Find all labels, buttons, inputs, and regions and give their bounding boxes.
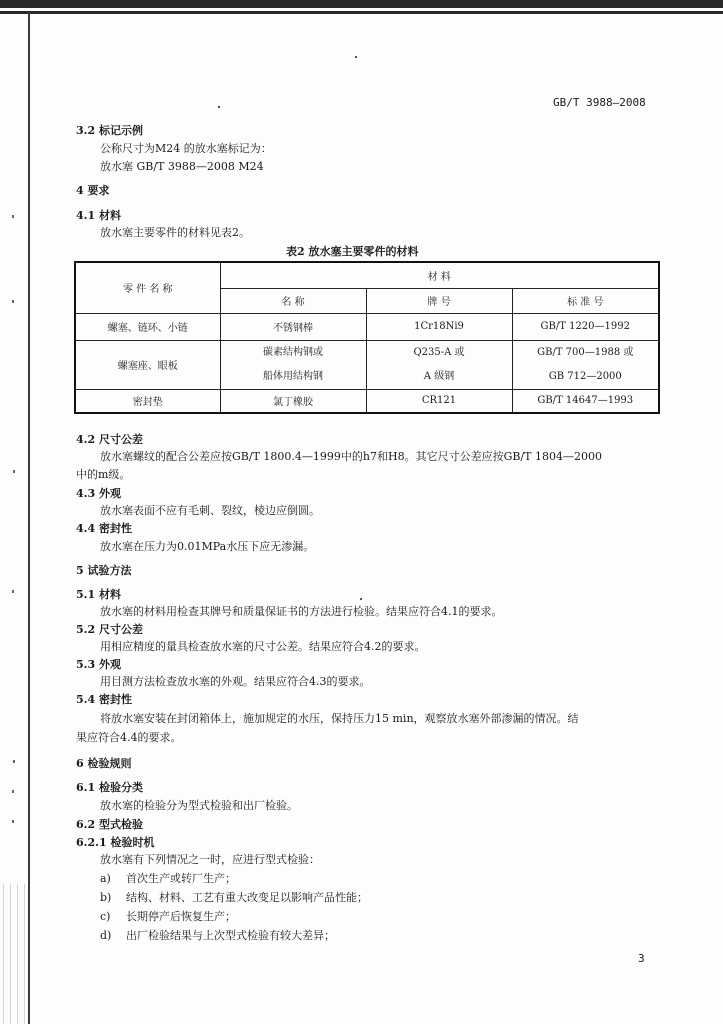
- cell-grade: CR121: [366, 389, 512, 413]
- section-5-1-body: 放水塞的材料用检查其牌号和质量保证书的方法进行检验。结果应符合4.1的要求。: [100, 605, 503, 618]
- scan-edge-noise: [0, 884, 28, 1024]
- binding-mark: [12, 820, 14, 823]
- cell-part: 密封垫: [75, 389, 220, 413]
- speck: [355, 56, 357, 58]
- cell-name: [220, 340, 366, 389]
- binding-mark: [12, 300, 14, 303]
- section-6-title: 6 检验规则: [76, 757, 132, 770]
- list-item-label: d): [100, 929, 112, 942]
- cell-part: 螺塞座、眼板: [75, 340, 220, 389]
- scan-binding-top: [0, 0, 723, 14]
- binding-mark: [12, 790, 14, 793]
- section-5-3-title: 5.3 外观: [76, 658, 121, 671]
- header-part-name: 零 件 名 称: [75, 262, 220, 313]
- list-item-label: a): [100, 872, 111, 885]
- table-caption: 表2 放水塞主要零件的材料: [286, 245, 419, 258]
- section-5-3-body: 用目测方法检查放水塞的外观。结果应符合4.3的要求。: [100, 675, 371, 688]
- cell-name: 不锈钢棒: [220, 313, 366, 340]
- table-row: [75, 313, 659, 340]
- cell-part: 螺塞、链环、小链: [75, 313, 220, 340]
- section-4-title: 4 要求: [76, 184, 110, 197]
- section-4-2-body2: 中的m级。: [76, 468, 131, 481]
- cell-standard: GB/T 14647—1993: [512, 389, 659, 413]
- list-item-text: 结构、材料、工艺有重大改变足以影响产品性能；: [126, 891, 368, 904]
- page-number: 3: [638, 952, 645, 965]
- binding-mark: [13, 760, 15, 763]
- list-item-label: b): [100, 891, 112, 904]
- cell-standard-line: GB 712—2000: [548, 370, 622, 382]
- materials-table: [74, 261, 660, 414]
- list-item-text: 出厂检验结果与上次型式检验有较大差异；: [126, 929, 335, 942]
- section-5-2-body: 用相应精度的量具检查放水塞的尺寸公差。结果应符合4.2的要求。: [100, 640, 426, 653]
- section-4-3-title: 4.3 外观: [76, 487, 121, 500]
- section-6-2-title: 6.2 型式检验: [76, 818, 143, 831]
- section-5-2-title: 5.2 尺寸公差: [76, 623, 143, 636]
- speck: [218, 106, 220, 108]
- section-4-2-body1: 放水塞螺纹的配合公差应按GB/T 1800.4—1999中的h7和H8。其它尺寸公差应按GB/T 1804—2000: [100, 450, 602, 463]
- section-4-2-title: 4.2 尺寸公差: [76, 433, 143, 446]
- scan-binding-left: [28, 12, 30, 1024]
- speck: [360, 598, 362, 600]
- section-4-1-body: 放水塞主要零件的材料见表2。: [100, 226, 250, 239]
- section-6-1-title: 6.1 检验分类: [76, 781, 143, 794]
- section-4-4-title: 4.4 密封性: [76, 522, 132, 535]
- section-5-4-title: 5.4 密封性: [76, 693, 132, 706]
- section-4-3-body: 放水塞表面不应有毛刺、裂纹，棱边应倒圆。: [100, 504, 320, 517]
- subheader-standard: 标 准 号: [512, 288, 659, 313]
- cell-name-line: 船体用结构钢: [263, 370, 323, 382]
- section-5-4-body2: 果应符合4.4的要求。: [76, 731, 182, 744]
- cell-grade: 1Cr18Ni9: [366, 313, 512, 340]
- table-row: [75, 340, 659, 389]
- list-item-text: 长期停产后恢复生产；: [126, 910, 236, 923]
- cell-grade-line: Q235-A 或: [413, 346, 465, 358]
- section-4-4-body: 放水塞在压力为0.01MPa水压下应无渗漏。: [100, 540, 315, 553]
- table-row: [75, 389, 659, 413]
- cell-grade-line: A 级钢: [423, 370, 455, 382]
- list-item-label: c): [100, 910, 111, 923]
- section-3-2-line1: 公称尺寸为M24 的放水塞标记为：: [100, 142, 272, 155]
- standard-code: GB/T 3988—2008: [553, 96, 646, 109]
- section-5-title: 5 试验方法: [76, 564, 132, 577]
- section-3-2-title: 3.2 标记示例: [76, 124, 143, 137]
- header-material: 材 料: [220, 262, 659, 288]
- subheader-grade: 牌 号: [366, 288, 512, 313]
- subheader-name: 名 称: [220, 288, 366, 313]
- cell-standard: [512, 340, 659, 389]
- cell-standard: GB/T 1220—1992: [512, 313, 659, 340]
- section-6-2-1-intro: 放水塞有下列情况之一时，应进行型式检验：: [100, 853, 320, 866]
- cell-name: 氯丁橡胶: [220, 389, 366, 413]
- section-5-4-body1: 将放水塞安装在封闭箱体上，施加规定的水压，保持压力15 min，观察放水塞外部渗漏的情况。结: [100, 712, 579, 725]
- section-4-1-title: 4.1 材料: [76, 209, 121, 222]
- cell-name-line: 碳素结构钢或: [263, 346, 323, 358]
- list-item-text: 首次生产或转厂生产；: [126, 872, 236, 885]
- section-3-2-line2: 放水塞 GB/T 3988—2008 M24: [100, 160, 264, 173]
- binding-mark: [12, 215, 14, 218]
- binding-mark: [13, 470, 15, 473]
- section-6-2-1-title: 6.2.1 检验时机: [76, 836, 155, 849]
- cell-standard-line: GB/T 700—1988 或: [537, 346, 634, 358]
- section-5-1-title: 5.1 材料: [76, 588, 121, 601]
- binding-mark: [12, 590, 14, 593]
- section-6-1-body: 放水塞的检验分为型式检验和出厂检验。: [100, 799, 298, 812]
- cell-grade: [366, 340, 512, 389]
